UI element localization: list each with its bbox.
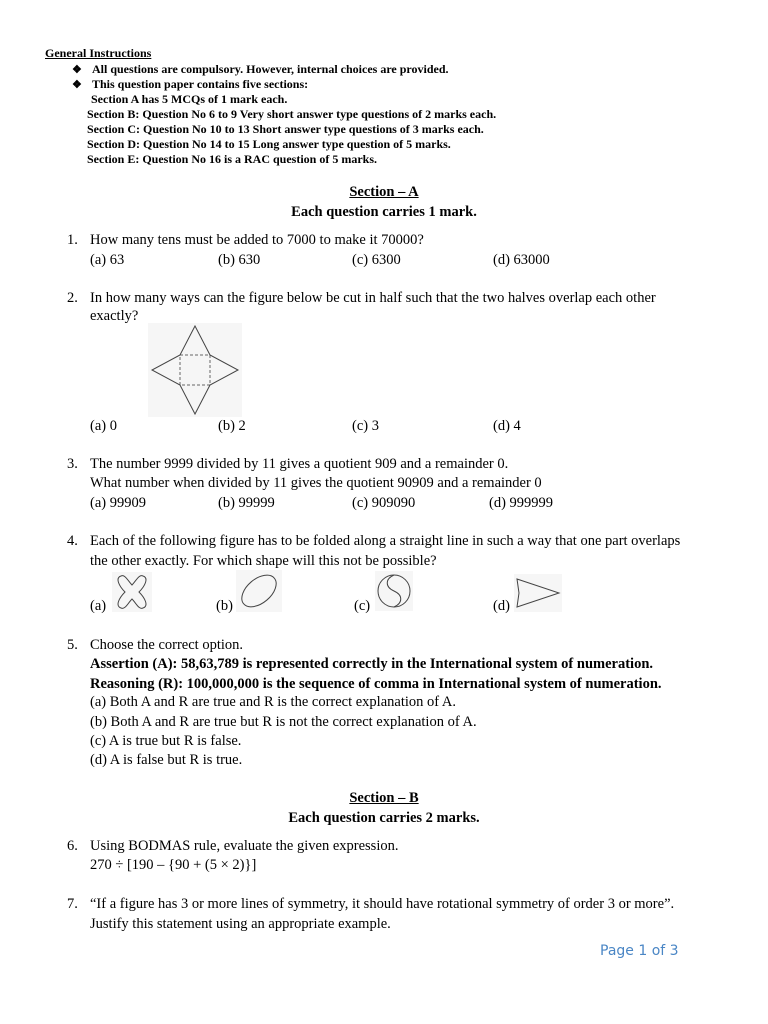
question-text: What number when divided by 11 gives the quotient 90909 and a remainder 0 bbox=[90, 475, 542, 491]
option-a: (a) Both A and R are true and R is the correct explanation of A. bbox=[90, 694, 457, 710]
option-a: (a) 63 bbox=[90, 252, 125, 268]
option-d: (d) 4 bbox=[493, 418, 521, 434]
question-text: How many tens must be added to 7000 to make it 70000? bbox=[90, 232, 424, 248]
section-description: Section B: Question No 6 to 9 Very short answer type questions of 2 marks each. bbox=[87, 107, 497, 121]
question-text: the other exactly. For which shape will this not be possible? bbox=[90, 553, 437, 569]
section-a-title: Section – A bbox=[349, 184, 419, 200]
section-b-subtitle: Each question carries 2 marks. bbox=[288, 810, 480, 826]
assertion-text: Assertion (A): 58,63,789 is represented correctly in the International system of numeration. bbox=[90, 656, 654, 672]
reasoning-text: Reasoning (R): 100,000,000 is the sequence of comma in International system of numeration. bbox=[90, 676, 662, 692]
question-text: Using BODMAS rule, evaluate the given expression. bbox=[90, 838, 399, 854]
question-text: The number 9999 divided by 11 gives a quotient 909 and a remainder 0. bbox=[90, 456, 509, 472]
question-number: 5. bbox=[67, 637, 78, 653]
section-description: Section C: Question No 10 to 13 Short answer type questions of 3 marks each. bbox=[87, 122, 484, 136]
option-a: (a) bbox=[90, 598, 107, 614]
option-c: (c) A is true but R is false. bbox=[90, 733, 242, 749]
question-number: 3. bbox=[67, 456, 78, 472]
section-a-subtitle: Each question carries 1 mark. bbox=[291, 204, 477, 220]
question-text: Choose the correct option. bbox=[90, 637, 244, 653]
section-description: Section E: Question No 16 is a RAC question of 5 marks. bbox=[87, 152, 378, 166]
cross-shape-icon bbox=[112, 572, 152, 612]
option-c: (c) 6300 bbox=[352, 252, 401, 268]
instruction-bullet: ❖ This question paper contains five sections: bbox=[72, 77, 309, 91]
star-square-figure bbox=[148, 323, 242, 417]
kite-shape-icon bbox=[514, 574, 562, 612]
option-d: (d) bbox=[493, 598, 510, 614]
section-description: Section D: Question No 14 to 15 Long answer type question of 5 marks. bbox=[87, 137, 451, 151]
option-d: (d) 63000 bbox=[493, 252, 550, 268]
option-c: (c) bbox=[354, 598, 371, 614]
ellipse-shape-icon bbox=[236, 570, 282, 612]
option-b: (b) 2 bbox=[218, 418, 246, 434]
question-number: 2. bbox=[67, 290, 78, 306]
question-number: 4. bbox=[67, 533, 78, 549]
diamond-bullet-icon: ❖ bbox=[72, 79, 82, 91]
option-d: (d) A is false but R is true. bbox=[90, 752, 243, 768]
option-c: (c) 909090 bbox=[352, 495, 416, 511]
s-circle-shape-icon bbox=[375, 571, 413, 611]
section-description: Section A has 5 MCQs of 1 mark each. bbox=[91, 92, 288, 106]
question-text: “If a figure has 3 or more lines of symmetry, it should have rotational symmetry of order 3 or more”. bbox=[90, 896, 675, 912]
question-number: 1. bbox=[67, 232, 78, 248]
option-a: (a) 0 bbox=[90, 418, 117, 434]
option-b: (b) Both A and R are true but R is not the correct explanation of A. bbox=[90, 714, 477, 730]
option-d: (d) 999999 bbox=[489, 495, 554, 511]
option-b: (b) bbox=[216, 598, 233, 614]
page-number: Page 1 of 3 bbox=[600, 943, 679, 959]
option-b: (b) 630 bbox=[218, 252, 261, 268]
option-b: (b) 99999 bbox=[218, 495, 275, 511]
question-text: Each of the following figure has to be folded along a straight line in such a way that one part overlaps bbox=[90, 533, 681, 549]
expression-text: 270 ÷ [190 – {90 + (5 × 2)}] bbox=[90, 857, 257, 873]
question-text: Justify this statement using an appropriate example. bbox=[90, 916, 391, 932]
general-instructions-title: General Instructions bbox=[45, 46, 152, 60]
question-number: 6. bbox=[67, 838, 78, 854]
diamond-bullet-icon: ❖ bbox=[72, 64, 82, 76]
section-b-title: Section – B bbox=[349, 790, 419, 806]
question-number: 7. bbox=[67, 896, 78, 912]
instruction-bullet: ❖ All questions are compulsory. However, internal choices are provided. bbox=[72, 62, 449, 76]
option-a: (a) 99909 bbox=[90, 495, 146, 511]
option-c: (c) 3 bbox=[352, 418, 379, 434]
question-text: exactly? bbox=[90, 308, 139, 324]
question-text: In how many ways can the figure below be cut in half such that the two halves overlap each other bbox=[90, 290, 656, 306]
